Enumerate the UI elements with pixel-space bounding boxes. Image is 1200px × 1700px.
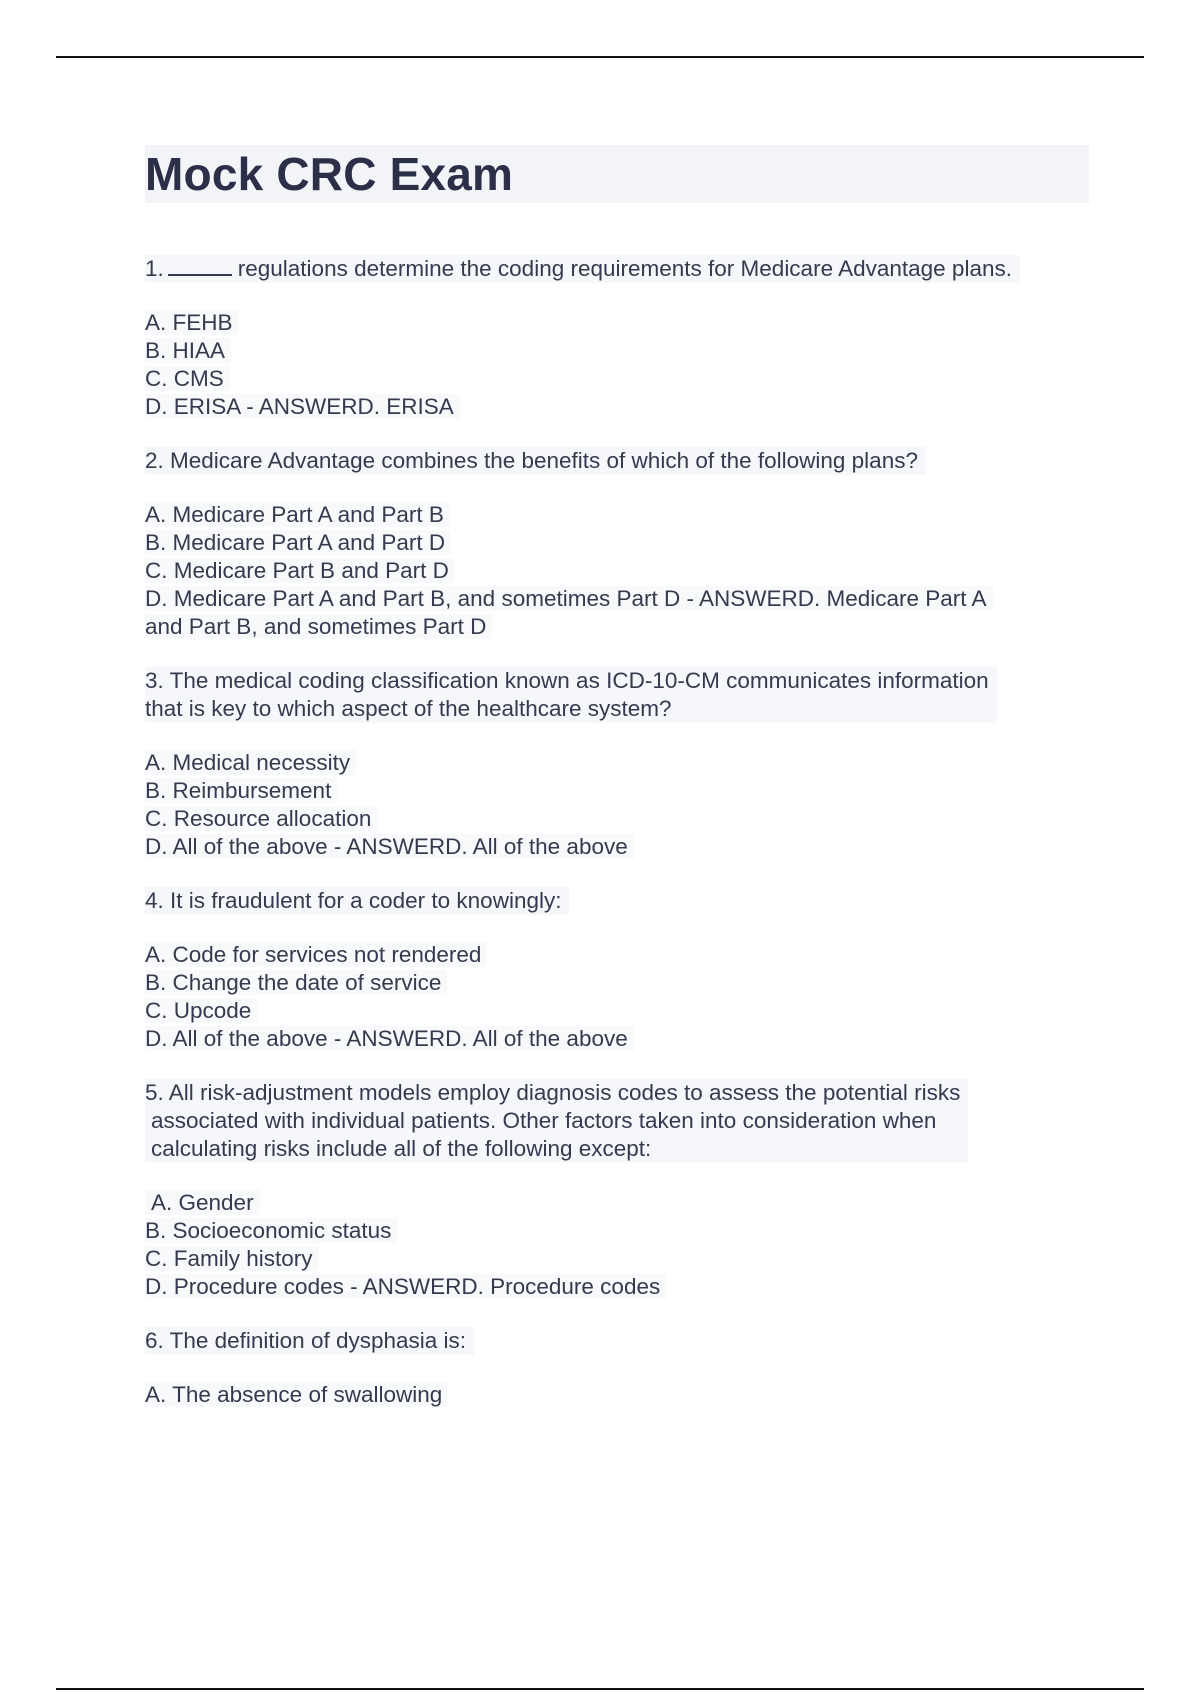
question-4-stem: 4. It is fraudulent for a coder to knowingly: [145, 887, 569, 915]
question-6-stem: 6. The definition of dysphasia is: [145, 1327, 474, 1355]
option-c: C. Family history [145, 1245, 1089, 1273]
question-list [145, 255, 1089, 1409]
option-c: C. Medicare Part B and Part D [145, 557, 1089, 585]
option-b: B. Medicare Part A and Part D [145, 529, 1089, 557]
question-2-stem: 2. Medicare Advantage combines the benefits of which of the following plans? [145, 447, 926, 475]
question-6-options [145, 1381, 1089, 1409]
question-6 [145, 1327, 1089, 1409]
answer-blank [168, 256, 232, 276]
question-4 [145, 887, 1089, 1053]
question-2 [145, 447, 1089, 641]
option-d-answer: D. Procedure codes - ANSWERD. Procedure codes [145, 1273, 1089, 1301]
option-a: A. Medical necessity [145, 749, 1089, 777]
question-3-stem [145, 667, 997, 723]
question-5 [145, 1079, 1089, 1301]
question-1-stem [145, 255, 1020, 283]
question-1-number: 1. [145, 256, 164, 281]
footer-rule [56, 1688, 1144, 1690]
question-5-stem-line-3: calculating risks include all of the following except: [151, 1136, 652, 1161]
option-c: C. Upcode [145, 997, 1089, 1025]
option-c: C. CMS [145, 365, 1089, 393]
question-5-options [145, 1189, 1089, 1301]
option-a: A. Code for services not rendered [145, 941, 1089, 969]
question-1 [145, 255, 1089, 421]
question-2-options [145, 501, 1089, 641]
option-b: B. Socioeconomic status [145, 1217, 1089, 1245]
option-b: B. Reimbursement [145, 777, 1089, 805]
option-d-answer-continued: and Part B, and sometimes Part D [145, 613, 1089, 641]
question-1-stem-text: regulations determine the coding requirements for Medicare Advantage plans. [237, 256, 1012, 281]
option-d-answer: D. All of the above - ANSWERD. All of the above [145, 1025, 1089, 1053]
question-3-stem-line-2: that is key to which aspect of the healthcare system? [145, 696, 672, 721]
option-d-answer: D. ERISA - ANSWERD. ERISA [145, 393, 1089, 421]
option-c: C. Resource allocation [145, 805, 1089, 833]
option-b: B. HIAA [145, 337, 1089, 365]
question-4-options [145, 941, 1089, 1053]
option-a: A. Medicare Part A and Part B [145, 501, 1089, 529]
document-body [145, 145, 1089, 1435]
question-3-options [145, 749, 1089, 861]
option-d-answer: D. Medicare Part A and Part B, and sometimes Part D - ANSWERD. Medicare Part A [145, 585, 1089, 613]
header-rule [56, 56, 1144, 58]
question-5-stem [145, 1079, 968, 1163]
title-band [145, 145, 1089, 203]
question-1-options [145, 309, 1089, 421]
option-a: A. The absence of swallowing [145, 1381, 1089, 1409]
option-a: A. FEHB [145, 309, 1089, 337]
question-3 [145, 667, 1089, 861]
option-b: B. Change the date of service [145, 969, 1089, 997]
question-5-stem-line-2: associated with individual patients. Other factors taken into consideration when [151, 1108, 937, 1133]
question-3-stem-line-1: 3. The medical coding classification known as ICD-10-CM communicates information [145, 668, 989, 693]
option-a: A. Gender [145, 1189, 1089, 1217]
option-d-answer: D. All of the above - ANSWERD. All of the above [145, 833, 1089, 861]
question-5-stem-line-1: 5. All risk-adjustment models employ diagnosis codes to assess the potential risks [145, 1080, 961, 1105]
document-title: Mock CRC Exam [145, 148, 514, 200]
